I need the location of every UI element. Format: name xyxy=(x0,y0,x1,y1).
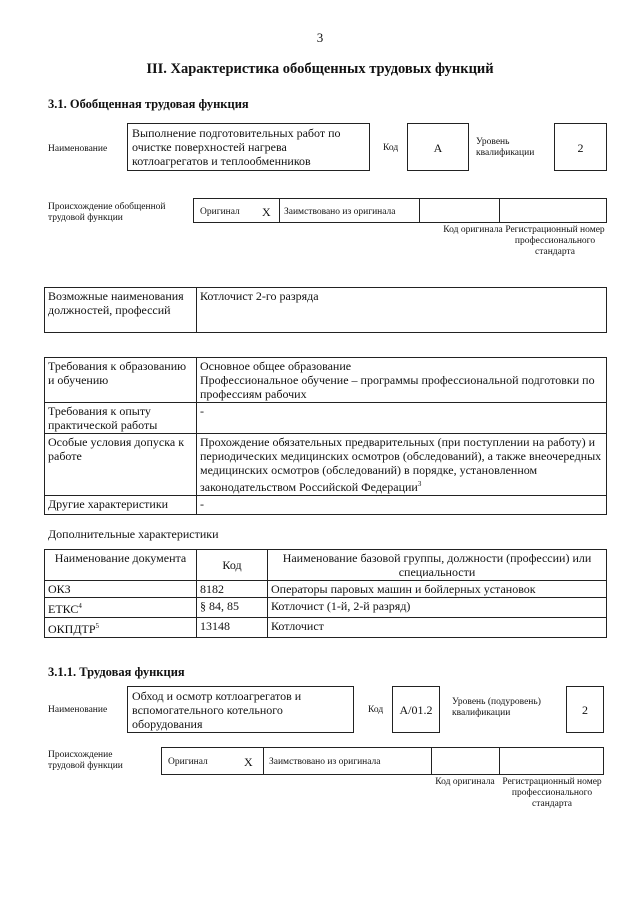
name-cell: Котлочист (1-й, 2-й разряд) xyxy=(268,598,607,618)
footnote-ref: 3 xyxy=(417,480,422,488)
column-header: Наименование базовой группы, должности (профессии) или специальности xyxy=(268,550,607,581)
requirement-row xyxy=(45,434,607,496)
doc-cell xyxy=(45,618,197,638)
tf-original-mark: Х xyxy=(244,755,253,769)
gtf-code-value: А xyxy=(407,123,469,171)
positions-table xyxy=(44,287,607,333)
requirement-row xyxy=(45,358,607,403)
requirement-label: Требования к опыту практической работы xyxy=(45,403,197,434)
table-row xyxy=(45,598,607,618)
positions-value: Котлочист 2-го разряда xyxy=(197,288,607,333)
requirement-value: Основное общее образование Профессиональное обучение – программы профессиональной подготовки по профессиям рабочих xyxy=(197,358,607,403)
tf-name-value: Обход и осмотр котлоагрегатов и вспомогательного котельного оборудования xyxy=(127,686,354,733)
page-number: 3 xyxy=(316,30,324,45)
requirement-label: Другие характеристики xyxy=(45,496,197,515)
doc-cell xyxy=(45,581,197,598)
code-cell: 8182 xyxy=(197,581,268,598)
doc-name: ОКПДТР xyxy=(48,622,96,636)
table-header-row xyxy=(45,550,607,581)
gtf-code-original-caption: Код оригинала xyxy=(443,225,503,235)
tf-heading: 3.1.1. Трудовая функция xyxy=(48,665,185,679)
column-header: Наименование документа xyxy=(45,550,197,581)
table-row xyxy=(45,618,607,638)
tf-borrowed-label: Заимствовано из оригинала xyxy=(269,757,381,767)
requirement-label: Требования к образованию и обучению xyxy=(45,358,197,403)
gtf-name-label: Наименование xyxy=(48,144,108,154)
name-cell: Котлочист xyxy=(268,618,607,638)
tf-code-value: А/01.2 xyxy=(392,686,440,733)
column-header: Код xyxy=(197,550,268,581)
tf-code-label: Код xyxy=(368,705,384,715)
requirement-value-text: Прохождение обязательных предварительных (при поступлении на работу) и периодических медицинских осмотров (обследований), а также внеочередных медицинских осмотров (обследований) в порядке, установленном законодательством Российской Федерации xyxy=(200,435,602,494)
gtf-origin-table xyxy=(193,198,607,223)
tf-origin-label: Происхождение трудовой функции xyxy=(48,750,123,771)
requirement-row xyxy=(45,496,607,515)
doc-cell xyxy=(45,598,197,618)
requirements-table xyxy=(44,357,607,515)
code-cell: § 84, 85 xyxy=(197,598,268,618)
tf-level-label: Уровень (подуровень) квалификации xyxy=(452,697,541,718)
tf-name-label: Наименование xyxy=(48,705,108,715)
gtf-name-value: Выполнение подготовительных работ по очистке поверхностей нагрева котлоагрегатов и теплообменников xyxy=(127,123,370,171)
additional-heading: Дополнительные характеристики xyxy=(48,527,219,541)
gtf-level-value: 2 xyxy=(554,123,607,171)
requirement-row xyxy=(45,403,607,434)
gtf-original-label: Оригинал xyxy=(200,207,240,217)
section-title: III. Характеристика обобщенных трудовых функций xyxy=(146,61,494,77)
tf-origin-table xyxy=(161,747,604,775)
gtf-origin-label: Происхождение обобщенной трудовой функции xyxy=(48,202,166,223)
doc-name: ЕТКС xyxy=(48,602,79,616)
additional-table xyxy=(44,549,607,638)
gtf-original-mark: Х xyxy=(262,205,271,219)
tf-original-label: Оригинал xyxy=(168,757,208,767)
tf-code-original-caption: Код оригинала xyxy=(435,777,495,787)
gtf-code-label: Код xyxy=(383,143,399,153)
code-cell: 13148 xyxy=(197,618,268,638)
gtf-reg-number-caption: Регистрационный номер профессионального стандарта xyxy=(505,225,605,257)
gtf-heading: 3.1. Обобщенная трудовая функция xyxy=(48,97,249,111)
requirement-label: Особые условия допуска к работе xyxy=(45,434,197,496)
footnote-ref: 5 xyxy=(95,622,100,630)
table-row xyxy=(45,581,607,598)
requirement-value: - xyxy=(197,496,607,515)
tf-reg-number-caption: Регистрационный номер профессионального стандарта xyxy=(502,777,602,809)
gtf-level-label: Уровень квалификации xyxy=(476,137,535,158)
name-cell: Операторы паровых машин и бойлерных установок xyxy=(268,581,607,598)
tf-level-value: 2 xyxy=(566,686,604,733)
requirement-value: - xyxy=(197,403,607,434)
doc-name: ОКЗ xyxy=(48,582,71,596)
positions-label: Возможные наименования должностей, профессий xyxy=(45,288,197,333)
requirement-value xyxy=(197,434,607,496)
footnote-ref: 4 xyxy=(78,602,82,610)
gtf-borrowed-label: Заимствовано из оригинала xyxy=(284,207,396,217)
